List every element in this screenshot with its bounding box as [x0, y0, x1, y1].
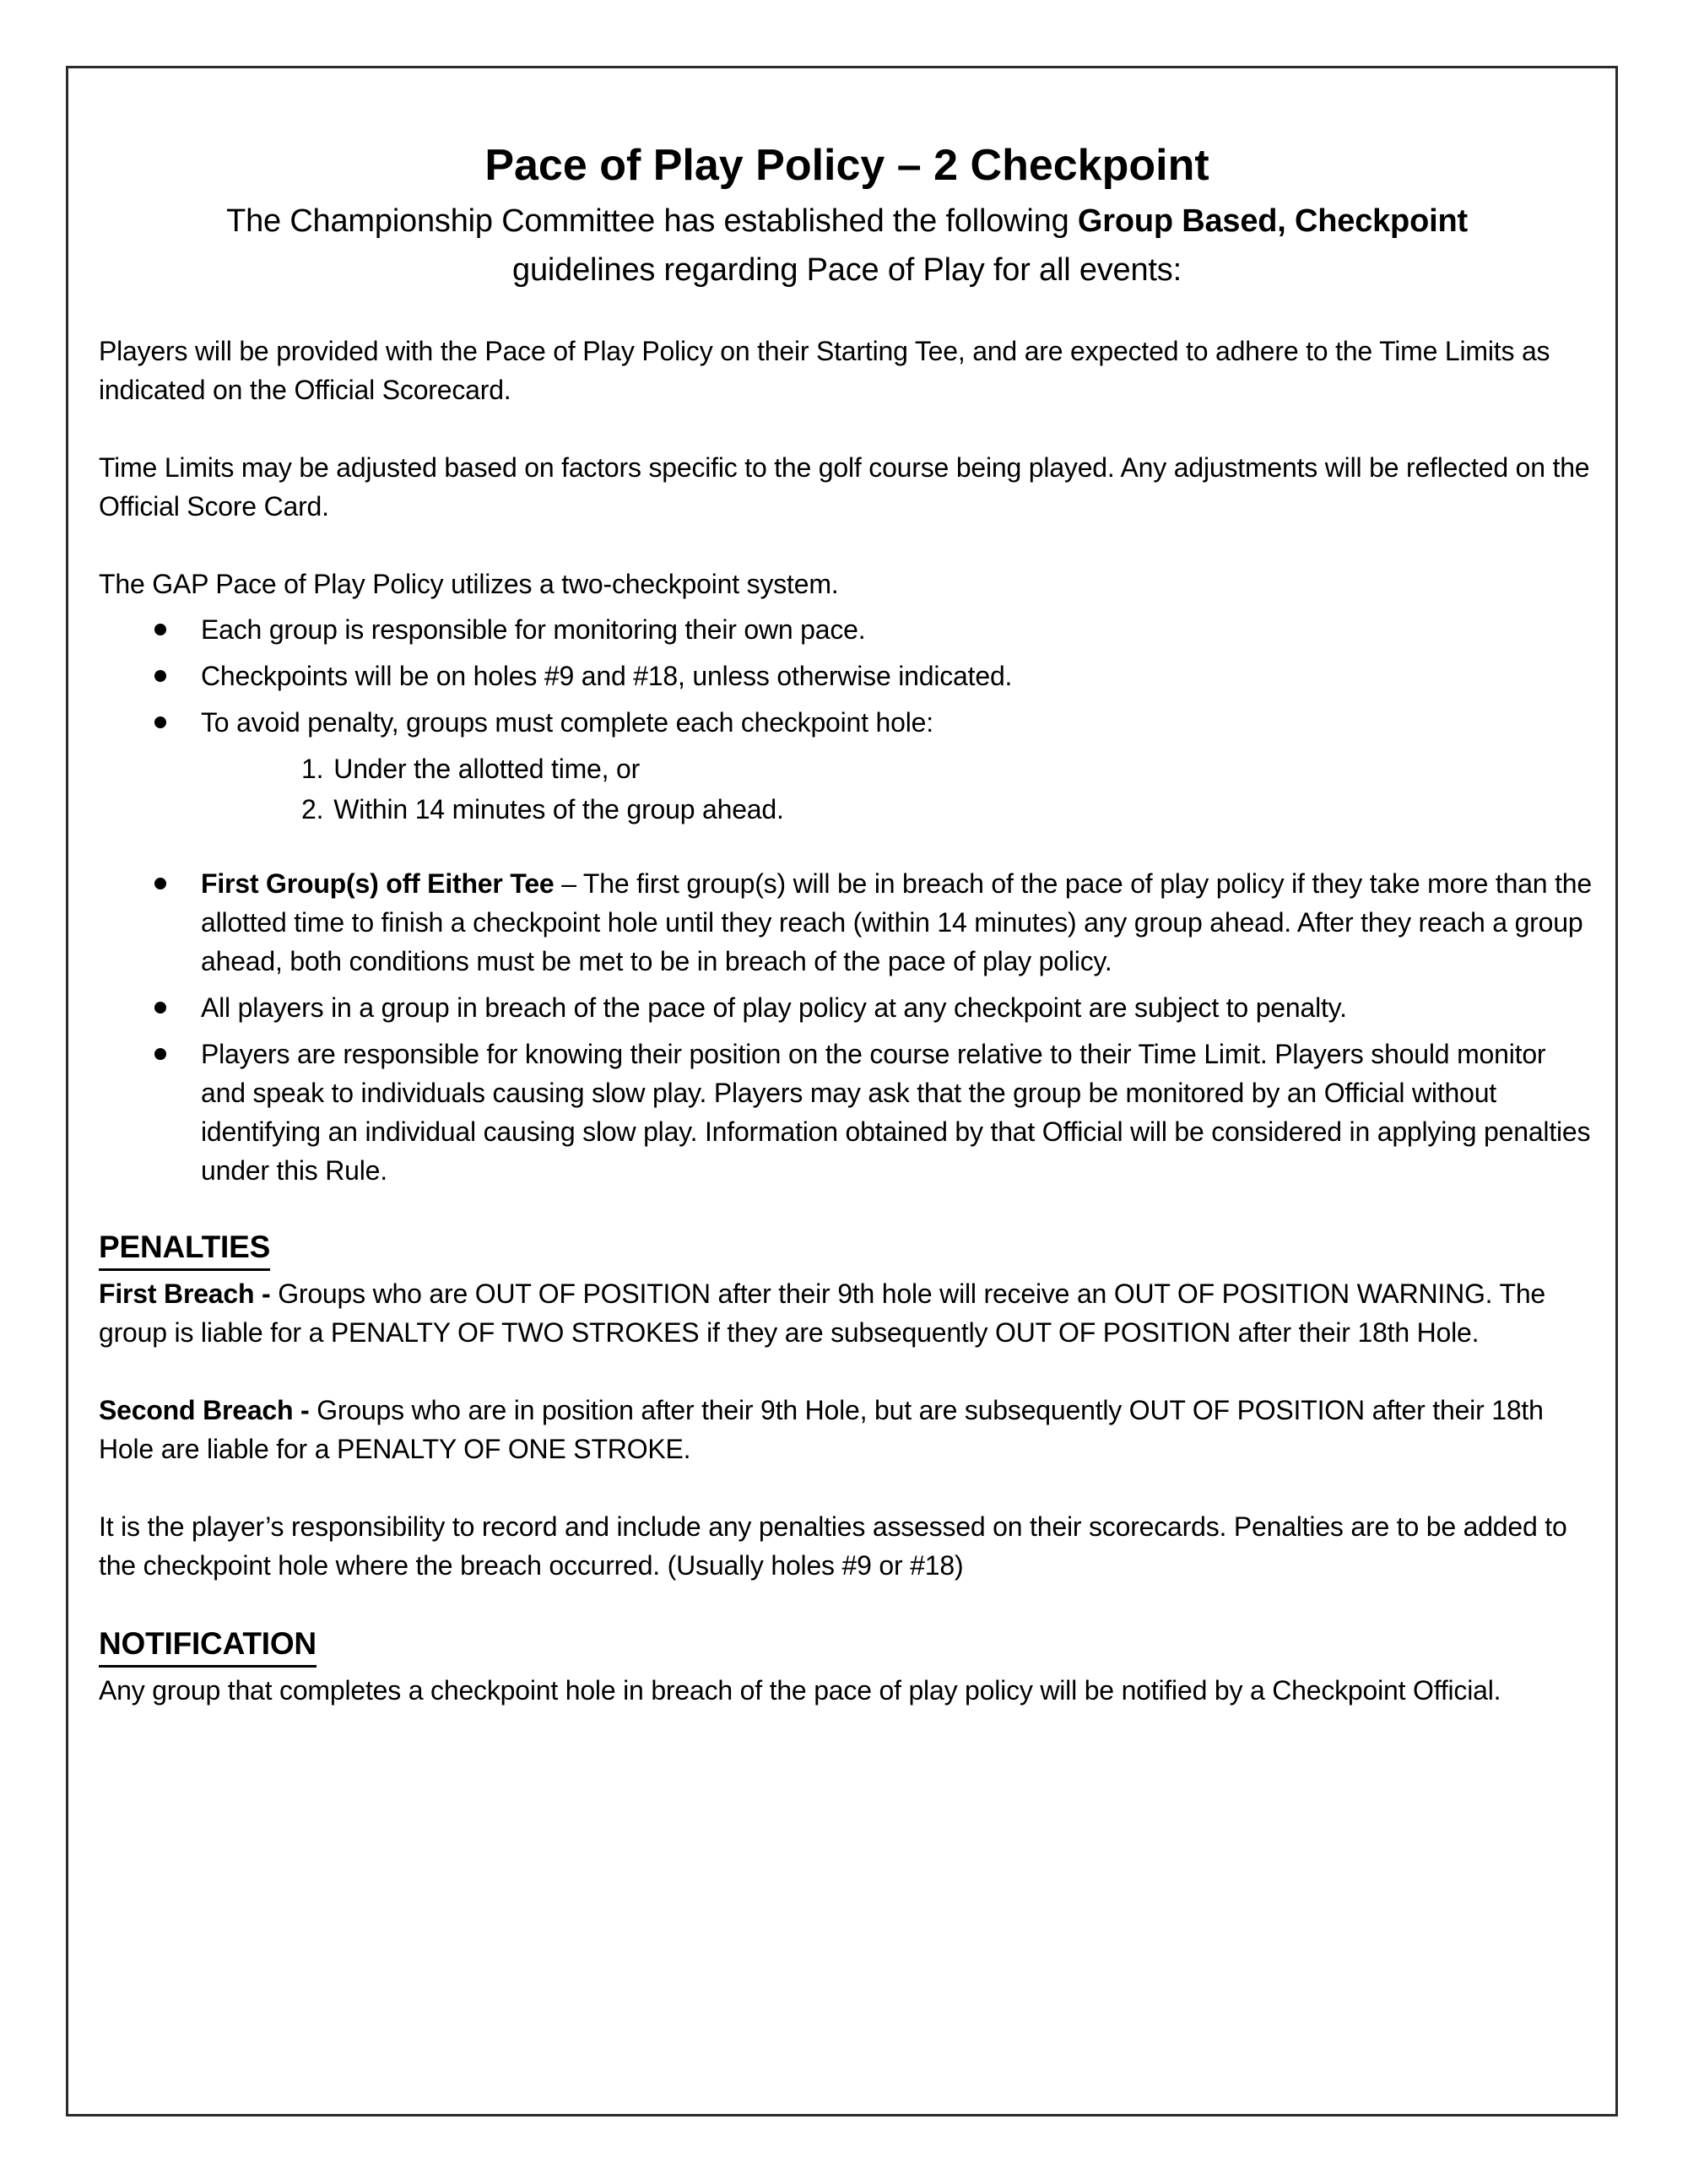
bullet-own-pace: [99, 610, 1595, 649]
heading-penalties: [99, 1227, 1595, 1271]
text: All players in a group in breach of the pace of play policy at any checkpoint are subject to penalty.: [201, 992, 1347, 1023]
scorecard-responsibility-paragraph: [99, 1507, 1595, 1585]
list-number: 2.: [301, 794, 324, 824]
notification-paragraph: [99, 1671, 1595, 1710]
text: Players are responsible for knowing their position on the course relative to their Time Limit. Players should monitor and speak to individuals causing slow play. Players may ask that the group be monitored by an Official without identifying an individual causing slow play. Information obtained by that Official will be considered in applying penalties under this Rule.: [201, 1039, 1591, 1186]
bold-text: First Breach -: [99, 1279, 279, 1309]
bullet-all-players-penalty: [99, 988, 1595, 1027]
bullet-icon: [154, 878, 166, 889]
bullet-icon: [154, 624, 166, 635]
text: Each group is responsible for monitoring their own pace.: [201, 614, 866, 645]
bold-text: First Group(s) off Either Tee: [201, 868, 555, 899]
heading-text: PENALTIES: [99, 1227, 270, 1271]
heading-text: NOTIFICATION: [99, 1624, 316, 1668]
document-blocks: [99, 197, 1595, 1710]
subtitle-line-1: [99, 197, 1595, 246]
bullet-text: [201, 868, 1592, 976]
text: To avoid penalty, groups must complete each checkpoint hole:: [201, 707, 933, 738]
text: Groups who are in position after their 9th Hole, but are subsequently OUT OF POSITION after their 18th Hole are liable for a PENALTY OF ONE STROKE.: [99, 1395, 1544, 1464]
second-breach-paragraph: [99, 1391, 1595, 1468]
adjustments-paragraph: [99, 448, 1595, 526]
heading-notification: [99, 1624, 1595, 1668]
bullet-player-responsibility: [99, 1035, 1595, 1190]
text: It is the player’s responsibility to record and include any penalties assessed on their scorecards. Penalties are to be added to the checkpoint hole where the breach occurred. (Usually holes #9 or #18): [99, 1511, 1567, 1581]
bullet-first-groups: [99, 864, 1595, 981]
bullet-checkpoint-holes: [99, 657, 1595, 695]
bullet-icon: [154, 670, 166, 682]
bold-text: Second Breach -: [99, 1395, 317, 1425]
bullet-text: [201, 992, 1347, 1023]
bullet-avoid-penalty: [99, 703, 1595, 742]
text: Groups who are OUT OF POSITION after their 9th hole will receive an OUT OF POSITION WARNING. The group is liable for a PENALTY OF TWO STROKES if they are subsequently OUT OF POSITION after their 18th Hole.: [99, 1279, 1546, 1348]
bullet-text: [201, 614, 865, 645]
bold-text: Group Based, Checkpoint: [1077, 203, 1468, 239]
numbered-text: [333, 794, 783, 824]
document-title: Pace of Play Policy – 2 Checkpoint: [484, 141, 1209, 190]
bullet-text: [201, 1039, 1590, 1186]
numbered-within-14-minutes: [99, 790, 1595, 829]
bullet-text: [201, 707, 933, 738]
text: The Championship Committee has established the following: [226, 203, 1078, 239]
text: guidelines regarding Pace of Play for all events:: [512, 252, 1182, 288]
first-breach-paragraph: [99, 1274, 1595, 1352]
page-border-frame: [66, 66, 1618, 2116]
list-number: 1.: [301, 754, 324, 784]
document-content: [68, 68, 1615, 1710]
text: Players will be provided with the Pace of Play Policy on their Starting Tee, and are expected to adhere to the Time Limits as indicated on the Official Scorecard.: [99, 336, 1550, 405]
bullet-icon: [154, 1002, 166, 1014]
numbered-under-allotted-time: [99, 749, 1595, 788]
text: Under the allotted time, or: [333, 754, 641, 784]
intro-paragraph: [99, 332, 1595, 409]
bullet-icon: [154, 716, 166, 728]
text: – The first group(s) will be in breach of the pace of play policy if they take more than the allotted time to finish a checkpoint hole until they reach (within 14 minutes) any group ahead. After they reach a group ahead, both conditions must be met to be in breach of the pace of play policy.: [201, 868, 1592, 976]
text: Any group that completes a checkpoint hole in breach of the pace of play policy will be notified by a Checkpoint Official.: [99, 1675, 1501, 1706]
text: Within 14 minutes of the group ahead.: [333, 794, 784, 824]
bullet-text: [201, 661, 1012, 691]
text: Time Limits may be adjusted based on factors specific to the golf course being played. Any adjustments will be reflected on the Official Score Card.: [99, 452, 1590, 522]
text: Checkpoints will be on holes #9 and #18, unless otherwise indicated.: [201, 661, 1013, 691]
gap-policy-paragraph: [99, 565, 1595, 603]
bullet-icon: [154, 1048, 166, 1060]
text: The GAP Pace of Play Policy utilizes a two-checkpoint system.: [99, 569, 839, 599]
numbered-text: [333, 754, 640, 784]
subtitle-line-2: [99, 246, 1595, 295]
